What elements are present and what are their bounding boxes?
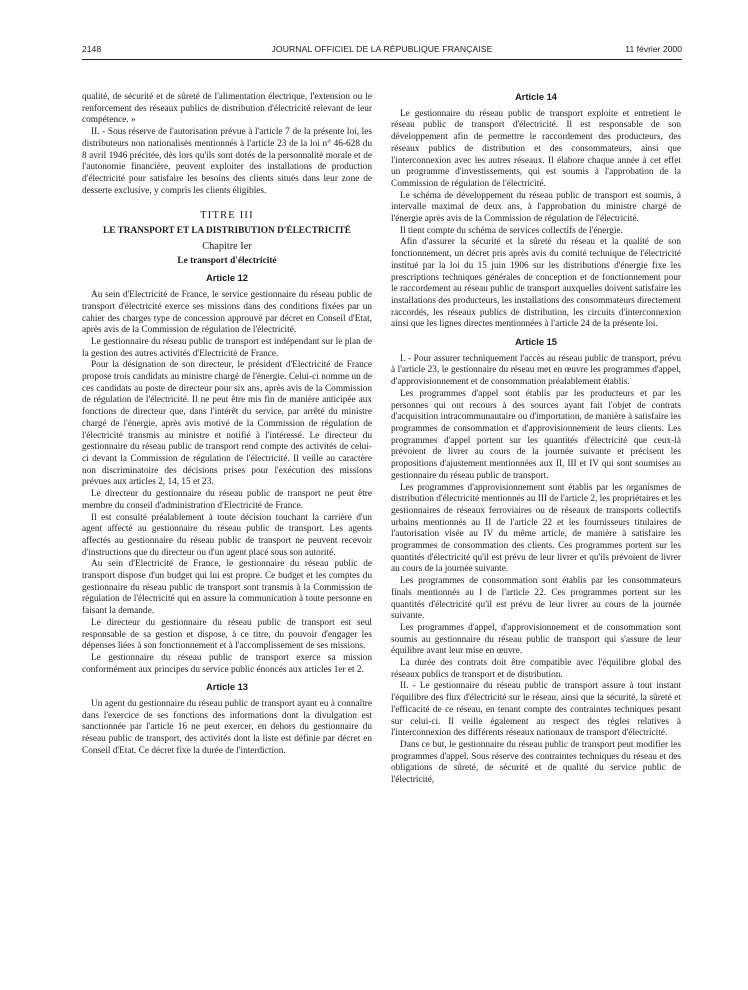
page-number: 2148: [82, 44, 102, 54]
left-column: [82, 92, 372, 758]
paragraph: Au sein d'Electricité de France, le service gestionnaire du réseau public de transport d'électricité exerce ses missions dans des conditions fixées par un cahier des charges type de concession approuvé par décret en Conseil d'Etat, après avis de la Commission de régulation de l'électricité.: [82, 290, 372, 336]
paragraph: I. - Pour assurer techniquement l'accès au réseau public de transport, prévu à l'article 23, le gestionnaire du réseau met en œuvre les programmes d'appel, d'approvisionnement et de consommation préalablement établis.: [391, 353, 681, 388]
paragraph: Les programmes d'appel sont établis par les producteurs et par les personnes qui ont recours à des sources ayant fait l'objet de contrats d'acquisition intracommunautaire ou d'importation, de manière à satisfaire les programmes de consommation et d'approvisionnement de leurs clients. Les programmes d'appel portent sur les quantités d'électricité que ceux-là prévoient de livrer au cours de la journée suivante et précisent les propositions d'ajustement mentionnées aux II, III et IV qui sont soumises au gestionnaire du réseau public de transport.: [391, 388, 681, 481]
chapter-subheading: Le transport d'électricité: [177, 255, 277, 266]
paragraph: Au sein d'Electricité de France, le gestionnaire du réseau public de transport dispose d'un budget qui lui est propre. Ce budget et les comptes du gestionnaire du réseau public de transport sont transmis à la Commission de régulation de l'électricité qui en assure la communication à toute personne en faisant la demande.: [82, 559, 372, 617]
header-rule: [82, 59, 682, 60]
article-heading: Article 15: [515, 337, 557, 348]
paragraph: Le gestionnaire du réseau public de transport est indépendant sur le plan de la gestion des autres activités d'Electricité de France.: [82, 336, 372, 359]
chapter-heading: Chapitre Ier: [202, 241, 252, 253]
article-heading: Article 12: [206, 273, 248, 284]
paragraph: qualité, de sécurité et de sûreté de l'alimentation électrique, l'extension ou le renforcement des réseaux publics de distribution d'électricité relevant de leur compétence. »: [82, 92, 372, 126]
paragraph: Pour la désignation de son directeur, le président d'Electricité de France propose trois candidats au ministre chargé de l'énergie. Celui-ci nomme un de ces candidats au poste de directeur pour six ans, après avis de la Commission de régulation de l'électricité. Il ne peut être mis fin de manière anticipée aux fonctions de directeur que, dans l'intérêt du service, par arrêté du ministre chargé de l'énergie, après avis motivé de la Commission de régulation de l'électricité transmis au ministre et notifié à l'intéressé. Le directeur du gestionnaire du réseau public de transport rend compte des activités de celui-ci devant la Commission de régulation de l'électricité. Il veille au caractère non discriminatoire des décisions prises pour l'exécution des missions prévues aux articles 2, 14, 15 et 23.: [82, 360, 372, 488]
journal-title: JOURNAL OFFICIEL DE LA RÉPUBLIQUE FRANÇAISE: [271, 44, 493, 54]
paragraph: Afin d'assurer la sécurité et la sûreté du réseau et la qualité de son fonctionnement, un décret pris après avis du comité technique de l'électricité institué par la loi du 15 juin 1906 sur les distributions d'énergie fixe les prescriptions techniques générales de conception et de fonctionnement pour le raccordement au réseau public de transport auxquelles doivent satisfaire les installations des producteurs, les installations des consommateurs directement raccordés, les réseaux publics de distribution, les circuits d'interconnexion ainsi que les lignes directes mentionnées à l'article 24 de la présente loi.: [391, 237, 681, 330]
article-heading: Article 14: [515, 92, 557, 102]
paragraph: Un agent du gestionnaire du réseau public de transport ayant eu à connaître dans l'exercice de ses fonctions des informations dont la divulgation est sanctionnée par l'article 16 ne peut exercer, en dehors du gestionnaire du réseau public de transport, des activités dont la liste est définie par décret en Conseil d'Etat. Ce décret fixe la durée de l'interdiction.: [82, 699, 372, 756]
paragraph: II. - Le gestionnaire du réseau public de transport assure à tout instant l'équilibre des flux d'électricité sur le réseau, ainsi que la sécurité, la sûreté et l'efficacité de ce réseau, en tenant compte des contraintes techniques pesant sur celui-ci. Il veille également au respect des règles relatives à l'interconnexion des différents réseaux nationaux de transport d'électricité.: [391, 681, 681, 739]
paragraph: II. - Sous réserve de l'autorisation prévue à l'article 7 de la présente loi, les distributeurs non nationalisés mentionnés à l'article 23 de la loi n° 46-628 du 8 avril 1946 précitée, dès lors qu'ils sont dotés de la personnalité morale et de l'autonomie financière, peuvent exploiter des installations de production d'électricité pour satisfaire les besoins des clients situés dans leur zone de desserte exclusive, y compris les clients éligibles.: [82, 127, 372, 196]
paragraph: Les programmes d'appel, d'approvisionnement et de consommation sont soumis au gestionnaire du réseau public de transport qui s'assure de leur équilibre avant leur mise en œuvre.: [391, 622, 681, 657]
title-subheading: LE TRANSPORT ET LA DISTRIBUTION D'ÉLECTRICITÉ: [103, 226, 351, 237]
paragraph: Il est consulté préalablement à toute décision touchant la carrière d'un agent affecté au gestionnaire du réseau public de transport. Les agents affectés au gestionnaire du réseau public de transport ne peuvent recevoir d'instructions que du directeur ou d'un agent placé sous son autorité.: [82, 512, 372, 558]
paragraph: Dans ce but, le gestionnaire du réseau public de transport peut modifier les programmes d'appel. Sous réserve des contraintes techniques du réseau et des obligations de sûreté, de sécurité et de qualité du service public de l'électricité,: [391, 739, 681, 786]
paragraph: La durée des contrats doit être compatible avec l'équilibre global des réseaux publics de transport et de distribution.: [391, 658, 681, 680]
paragraph: Le directeur du gestionnaire du réseau public de transport est seul responsable de sa gestion et dispose, à ce titre, du pouvoir d'engager les dépenses liées à son fonctionnement et à l'accomplissement de ses missions.: [82, 617, 372, 652]
paragraph: Il tient compte du schéma de services collectifs de l'énergie.: [400, 225, 623, 236]
paragraph: Les programmes de consommation sont établis par les consommateurs finals mentionnés au I de l'article 22. Ces programmes portent sur les quantités d'électricité qu'il est prévu de leur livrer au cours de la journée suivante.: [391, 576, 681, 622]
paragraph: Le gestionnaire du réseau public de transport exerce sa mission conformément aux principes du service public énoncés aux articles 1er et 2.: [82, 652, 372, 675]
right-column: [391, 92, 681, 787]
paragraph: Le gestionnaire du réseau public de transport exploite et entretient le réseau public de transport d'électricité. Il est responsable de son développement afin de permettre le raccordement des producteurs, des réseaux publics de distribution et des consommateurs, ainsi que l'interconnexion avec les autres réseaux. Il élabore chaque année à cet effet un programme d'investissements, qui est soumis à l'approbation de la Commission de régulation de l'électricité.: [391, 108, 681, 189]
title-heading: TITRE III: [200, 210, 254, 222]
paragraph: Le directeur du gestionnaire du réseau public de transport ne peut être membre du conseil d'administration d'Electricité de France.: [82, 489, 372, 511]
paragraph: Les programmes d'approvisionnement sont établis par les organismes de distribution d'électricité mentionnés au III de l'article 2, les propriétaires et les gestionnaires de réseaux ferroviaires ou de réseaux de transports collectifs urbains mentionnés au II de l'article 22 et les fournisseurs titulaires de l'autorisation visée au IV du même article, de manière à satisfaire les programmes de consommation des clients. Ces programmes portent sur les quantités d'électricité qu'il est prévu de leur livrer et qu'ils prévoient de livrer au cours de la journée suivante.: [391, 482, 681, 575]
page-header: [82, 44, 682, 58]
publication-date: 11 février 2000: [625, 44, 682, 54]
paragraph: Le schéma de développement du réseau public de transport est soumis, à intervalle maximal de deux ans, à l'approbation du ministre chargé de l'énergie après avis de la Commission de régulation de l'électricité.: [391, 190, 681, 225]
article-heading: Article 13: [206, 682, 248, 693]
